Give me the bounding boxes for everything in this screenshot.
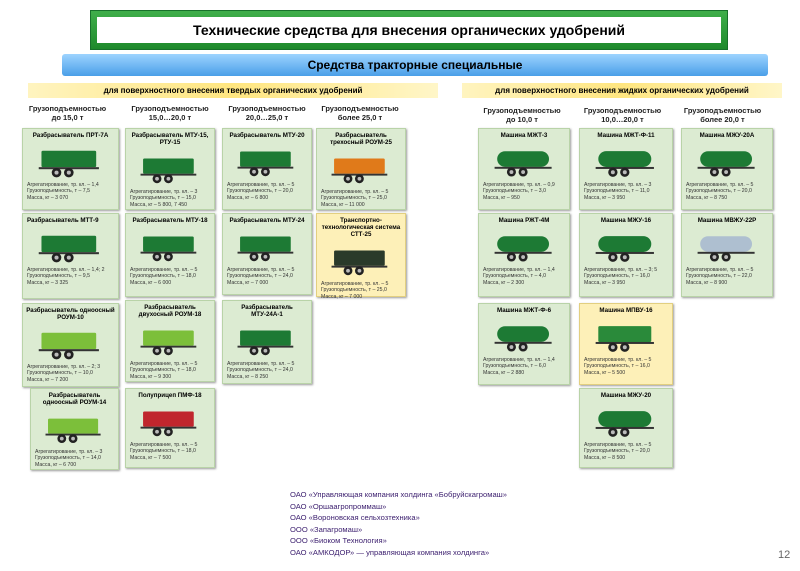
machine-image bbox=[235, 141, 298, 181]
manufacturer: ОАО «Вороновская сельхозтехника» bbox=[290, 513, 420, 523]
column-header: Грузоподъемностью до 10,0 т bbox=[483, 106, 561, 124]
subtitle-banner: Средства тракторные специальные bbox=[62, 54, 768, 76]
machine-card bbox=[681, 213, 773, 297]
machine-card bbox=[125, 128, 215, 210]
machine-specs: Агрегатирование, тр. кл. – 3 Грузоподъемность, т – 15,0 Масса, кг – 5 800, 7 450 bbox=[130, 189, 198, 208]
machine-image bbox=[235, 320, 298, 360]
machine-name: Разбрасыватель МТУ-15, РТУ-15 bbox=[131, 132, 209, 146]
machine-name: Разбрасыватель трехосный РОУМ-25 bbox=[330, 132, 392, 146]
machine-name: Машина МЖУ-20 bbox=[600, 392, 652, 399]
machine-name: Машина МПВУ-16 bbox=[599, 307, 653, 314]
machine-card bbox=[222, 128, 312, 210]
machine-card bbox=[22, 128, 119, 210]
machine-specs: Агрегатирование, тр. кл. – 3 Грузоподъемность, т – 11,0 Масса, кг – 3 950 bbox=[584, 182, 652, 201]
machine-specs: Агрегатирование, тр. кл. – 5 Грузоподъемность, т – 20,0 Масса, кг – 6 800 bbox=[227, 182, 295, 201]
machine-specs: Агрегатирование, тр. кл. – 1,4 Грузоподъемность, т – 6,0 Масса, кг – 2 880 bbox=[483, 357, 555, 376]
column-header: Грузоподъемностью до 15,0 т bbox=[28, 104, 107, 122]
machine-specs: Агрегатирование, тр. кл. – 5 Грузоподъемность, т – 18,0 Масса, кг – 6 000 bbox=[130, 267, 198, 286]
machine-name: Разбрасыватель двухосный РОУМ-18 bbox=[138, 304, 202, 318]
machine-card bbox=[579, 128, 673, 210]
machine-name: Разбрасыватель одноосный РОУМ-10 bbox=[26, 307, 115, 321]
machine-specs: Агрегатирование, тр. кл. – 5 Грузоподъемность, т – 20,0 Масса, кг – 8 750 bbox=[686, 182, 754, 201]
machine-name: Разбрасыватель МТУ-20 bbox=[229, 132, 305, 139]
machine-specs: Агрегатирование, тр. кл. – 5 Грузоподъемность, т – 25,0 Масса, кг – 11 000 bbox=[321, 189, 389, 208]
machine-card bbox=[579, 388, 673, 468]
machine-image bbox=[492, 226, 557, 266]
machine-image bbox=[138, 226, 201, 266]
machine-image bbox=[43, 408, 106, 448]
machine-name: Машина МВЖУ-22Р bbox=[697, 217, 757, 224]
manufacturers-list bbox=[290, 489, 507, 559]
machine-card bbox=[579, 303, 673, 385]
machine-name: Машина МЖУ-16 bbox=[600, 217, 652, 224]
machine-specs: Агрегатирование, тр. кл. – 2; 3 Грузоподъемность, т – 10,0 Масса, кг – 7 200 bbox=[27, 364, 101, 383]
machine-image bbox=[329, 148, 392, 188]
column-header: Грузоподъемностью 15,0…20,0 т bbox=[131, 104, 209, 122]
machine-name: Машина РЖТ-4М bbox=[498, 217, 550, 224]
manufacturer: ООО «Биоком Технология» bbox=[290, 536, 387, 546]
page-title: Технические средства для внесения органических удобрений bbox=[97, 17, 721, 43]
machine-card bbox=[22, 213, 119, 299]
machine-image bbox=[593, 401, 659, 441]
machine-card bbox=[30, 388, 119, 470]
machine-card bbox=[478, 303, 570, 385]
machine-image bbox=[593, 226, 659, 266]
machine-card bbox=[222, 300, 312, 384]
machine-image bbox=[36, 226, 104, 266]
manufacturer: ОАО «Оршаагропроммаш» bbox=[290, 501, 387, 511]
machine-name: Разбрасыватель МТУ-18 bbox=[132, 217, 208, 224]
machine-image bbox=[695, 141, 760, 181]
machine-specs: Агрегатирование, тр. кл. – 5 Грузоподъемность, т – 18,0 Масса, кг – 7 500 bbox=[130, 442, 198, 461]
machine-image bbox=[138, 148, 201, 188]
machine-specs: Агрегатирование, тр. кл. – 3; 5 Грузоподъемность, т – 16,0 Масса, кг – 3 950 bbox=[584, 267, 658, 286]
machine-name: Машина МЖТ-Ф-6 bbox=[496, 307, 552, 314]
machine-card bbox=[579, 213, 673, 297]
machine-name: Разбрасыватель МТУ-24 bbox=[229, 217, 305, 224]
machine-name: Машина МЖТ-3 bbox=[500, 132, 548, 139]
machine-card bbox=[222, 213, 312, 295]
machine-specs: Агрегатирование, тр. кл. – 5 Грузоподъемность, т – 20,0 Масса, кг – 8 500 bbox=[584, 442, 652, 461]
machine-image bbox=[329, 240, 392, 280]
machine-image bbox=[492, 141, 557, 181]
machine-image bbox=[235, 226, 298, 266]
machine-image bbox=[36, 323, 104, 363]
machine-card bbox=[316, 128, 406, 210]
machine-image bbox=[138, 401, 201, 441]
machine-name: Разбрасыватель МТУ-24А-1 bbox=[241, 304, 293, 318]
column-header: Грузоподъемностью более 25,0 т bbox=[321, 104, 399, 122]
machine-name: Машина МЖТ-Ф-11 bbox=[597, 132, 655, 139]
machine-image bbox=[138, 320, 201, 360]
machine-specs: Агрегатирование, тр. кл. – 5 Грузоподъемность, т – 16,0 Масса, кг – 5 500 bbox=[584, 357, 652, 376]
machine-card bbox=[478, 213, 570, 297]
column-header: Грузоподъемностью более 20,0 т bbox=[683, 106, 762, 124]
manufacturer: ОАО «Управляющая компания холдинга «Бобруйскагромаш» bbox=[290, 490, 507, 499]
machine-name: Разбрасыватель ПРТ-7А bbox=[32, 132, 109, 139]
machine-image bbox=[593, 316, 659, 356]
machine-specs: Агрегатирование, тр. кл. – 3 Грузоподъемность, т – 14,0 Масса, кг – 6 700 bbox=[35, 449, 103, 468]
section-solid-banner: для поверхностного внесения твердых органических удобрений bbox=[28, 83, 438, 98]
column-header: Грузоподъемностью 10,0…20,0 т bbox=[583, 106, 662, 124]
machine-specs: Агрегатирование, тр. кл. – 1,4 Грузоподъемность, т – 7,5 Масса, кг – 3 070 bbox=[27, 182, 99, 201]
column-header: Грузоподъемностью 20,0…25,0 т bbox=[228, 104, 306, 122]
machine-image bbox=[492, 316, 557, 356]
machine-card bbox=[125, 388, 215, 468]
machine-card bbox=[316, 213, 406, 300]
machine-specs: Агрегатирование, тр. кл. – 5 Грузоподъемность, т – 22,0 Масса, кг – 8 900 bbox=[686, 267, 754, 286]
machine-card bbox=[681, 128, 773, 210]
machine-name: Транспортно-технологическая система СТТ-25 bbox=[321, 217, 401, 238]
manufacturer: ООО «Запагромаш» bbox=[290, 524, 363, 534]
machine-name: Полуприцеп ПМФ-18 bbox=[138, 392, 202, 399]
machine-card bbox=[125, 300, 215, 382]
machine-specs: Агрегатирование, тр. кл. – 0,9 Грузоподъемность, т – 3,0 Масса, кг – 950 bbox=[483, 182, 555, 201]
machine-specs: Агрегатирование, тр. кл. – 5 Грузоподъемность, т – 24,0 Масса, кг – 7 000 bbox=[227, 267, 295, 286]
machine-card bbox=[125, 213, 215, 297]
machine-card bbox=[22, 303, 119, 387]
page-number: 12 bbox=[778, 549, 791, 561]
machine-image bbox=[36, 141, 104, 181]
machine-specs: Агрегатирование, тр. кл. – 1,4 Грузоподъемность, т – 4,0 Масса, кг – 2 300 bbox=[483, 267, 555, 286]
machine-specs: Агрегатирование, тр. кл. – 5 Грузоподъемность, т – 25,0 Масса, кг – 7 000 bbox=[321, 281, 389, 300]
section-liquid-banner: для поверхностного внесения жидких органических удобрений bbox=[462, 83, 782, 98]
machine-image bbox=[593, 141, 659, 181]
machine-specs: Агрегатирование, тр. кл. – 5 Грузоподъемность, т – 18,0 Масса, кг – 9 300 bbox=[130, 361, 198, 380]
machine-card bbox=[478, 128, 570, 210]
machine-specs: Агрегатирование, тр. кл. – 5 Грузоподъемность, т – 24,0 Масса, кг – 8 250 bbox=[227, 361, 295, 380]
machine-image bbox=[695, 226, 760, 266]
machine-name: Машина МЖУ-20А bbox=[699, 132, 755, 139]
machine-name: Разбрасыватель МТТ-9 bbox=[27, 217, 99, 224]
machine-specs: Агрегатирование, тр. кл. – 1,4; 2 Грузоподъемность, т – 9,5 Масса, кг – 3 325 bbox=[27, 267, 105, 286]
machine-name: Разбрасыватель одноосный РОУМ-14 bbox=[42, 392, 107, 406]
title-frame bbox=[90, 10, 728, 50]
manufacturer: ОАО «АМКОДОР» — управляющая компания холдинга» bbox=[290, 547, 490, 557]
